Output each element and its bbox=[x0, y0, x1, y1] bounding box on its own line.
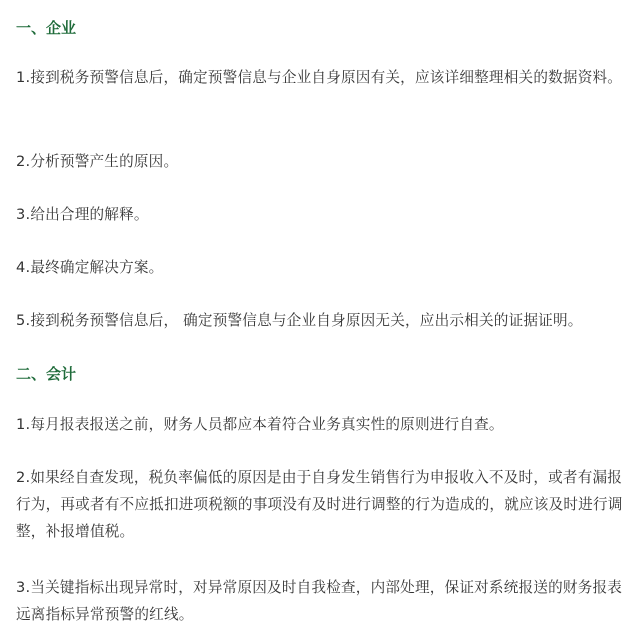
enterprise-item-5: 5.接到税务预警信息后， 确定预警信息与企业自身原因无关，应出示相关的证据证明。 bbox=[16, 312, 583, 329]
accounting-item-1: 1.每月报表报送之前，财务人员都应本着符合业务真实性的原则进行自查。 bbox=[16, 416, 504, 433]
accounting-item-2: 2.如果经自查发现，税负率偏低的原因是由于自身发生销售行为申报收入不及时，或者有漏报行为，再或者有不应抵扣进项税额的事项没有及时进行调整的行为造成的，就应该及时进行调整，补报增值税。 bbox=[16, 469, 623, 540]
enterprise-item-3: 3.给出合理的解释。 bbox=[16, 206, 149, 223]
enterprise-item-4: 4.最终确定解决方案。 bbox=[16, 259, 164, 276]
section-heading-accounting: 二、会计 bbox=[16, 365, 77, 383]
enterprise-item-2: 2.分析预警产生的原因。 bbox=[16, 153, 179, 170]
section-heading-enterprise: 一、企业 bbox=[16, 19, 77, 37]
enterprise-item-1: 1.接到税务预警信息后，确定预警信息与企业自身原因有关，应该详细整理相关的数据资料。 bbox=[16, 69, 623, 86]
accounting-item-3: 3.当关键指标出现异常时，对异常原因及时自我检查，内部处理，保证对系统报送的财务报表远离指标异常预警的红线。 bbox=[16, 579, 623, 623]
